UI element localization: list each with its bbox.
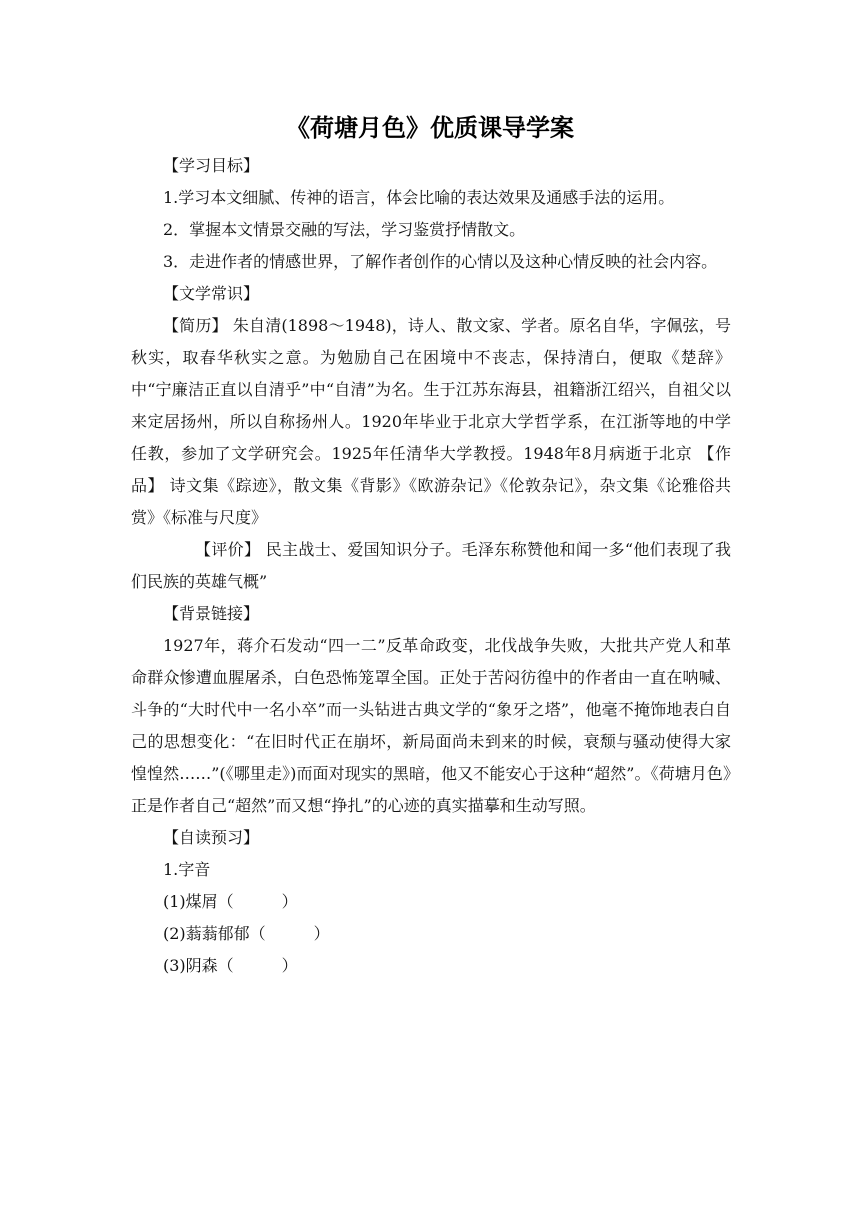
document-title: 《荷塘月色》优质课导学案 <box>286 113 574 142</box>
pronunciation-question-3: (3)阴森（ ） <box>163 956 298 975</box>
section-heading-objectives: 【学习目标】 <box>163 156 260 175</box>
biography-paragraph: 【简历】 朱自清(1898～1948)，诗人、散文家、学者。原名自华，字佩弦，号秋实，取春华秋实之意。为勉励自己在困境中不丧志，保持清白，便取《楚辞》中“宁廉洁正直以自清乎”中“自清”为名。生于江苏东海县，祖籍浙江绍兴，自祖父以来定居扬州，所以自称扬州人。1920年毕业于北京大学哲学系，在江浙等地的中学任教，参加了文学研究会。1925年任清华大学教授。1948年8月病逝于北京 【作品】 诗文集《踪迹》，散文集《背影》《欧游杂记》《伦敦杂记》，杂文集《论雅俗共赏》《标准与尺度》 <box>131 316 731 527</box>
pronunciation-question-2: (2)蓊蓊郁郁（ ） <box>163 924 330 943</box>
section-heading-background: 【背景链接】 <box>163 604 260 623</box>
objective-2: 2．掌握本文情景交融的写法，学习鉴赏抒情散文。 <box>163 220 526 239</box>
section-heading-preview: 【自读预习】 <box>163 828 260 847</box>
background-paragraph: 1927年，蒋介石发动“四一二”反革命政变，北伐战争失败，大批共产党人和革命群众惨遭血腥屠杀，白色恐怖笼罩全国。正处于苦闷彷徨中的作者由一直在呐喊、斗争的“大时代中一名小卒”而一头钻进古典文学的“象牙之塔”，他毫不掩饰地表白自己的思想变化：“在旧时代正在崩坏，新局面尚未到来的时候，衰颓与骚动使得大家惶惶然……”(《哪里走》)而面对现实的黑暗，他又不能安心于这种“超然”。《荷塘月色》正是作者自己“超然”而又想“挣扎”的心迹的真实描摹和生动写照。 <box>131 636 731 815</box>
evaluation-paragraph: 【评价】 民主战士、爱国知识分子。毛泽东称赞他和闻一多“他们表现了我们民族的英雄气概” <box>131 540 731 591</box>
section-heading-literature: 【文学常识】 <box>163 284 260 303</box>
objective-3: 3．走进作者的情感世界，了解作者创作的心情以及这种心情反映的社会内容。 <box>163 252 718 271</box>
preview-item-pronunciation: 1.字音 <box>163 860 211 879</box>
pronunciation-question-1: (1)煤屑（ ） <box>163 892 298 911</box>
objective-1: 1.学习本文细腻、传神的语言，体会比喻的表达效果及通感手法的运用。 <box>163 188 675 207</box>
document-body <box>131 150 731 982</box>
